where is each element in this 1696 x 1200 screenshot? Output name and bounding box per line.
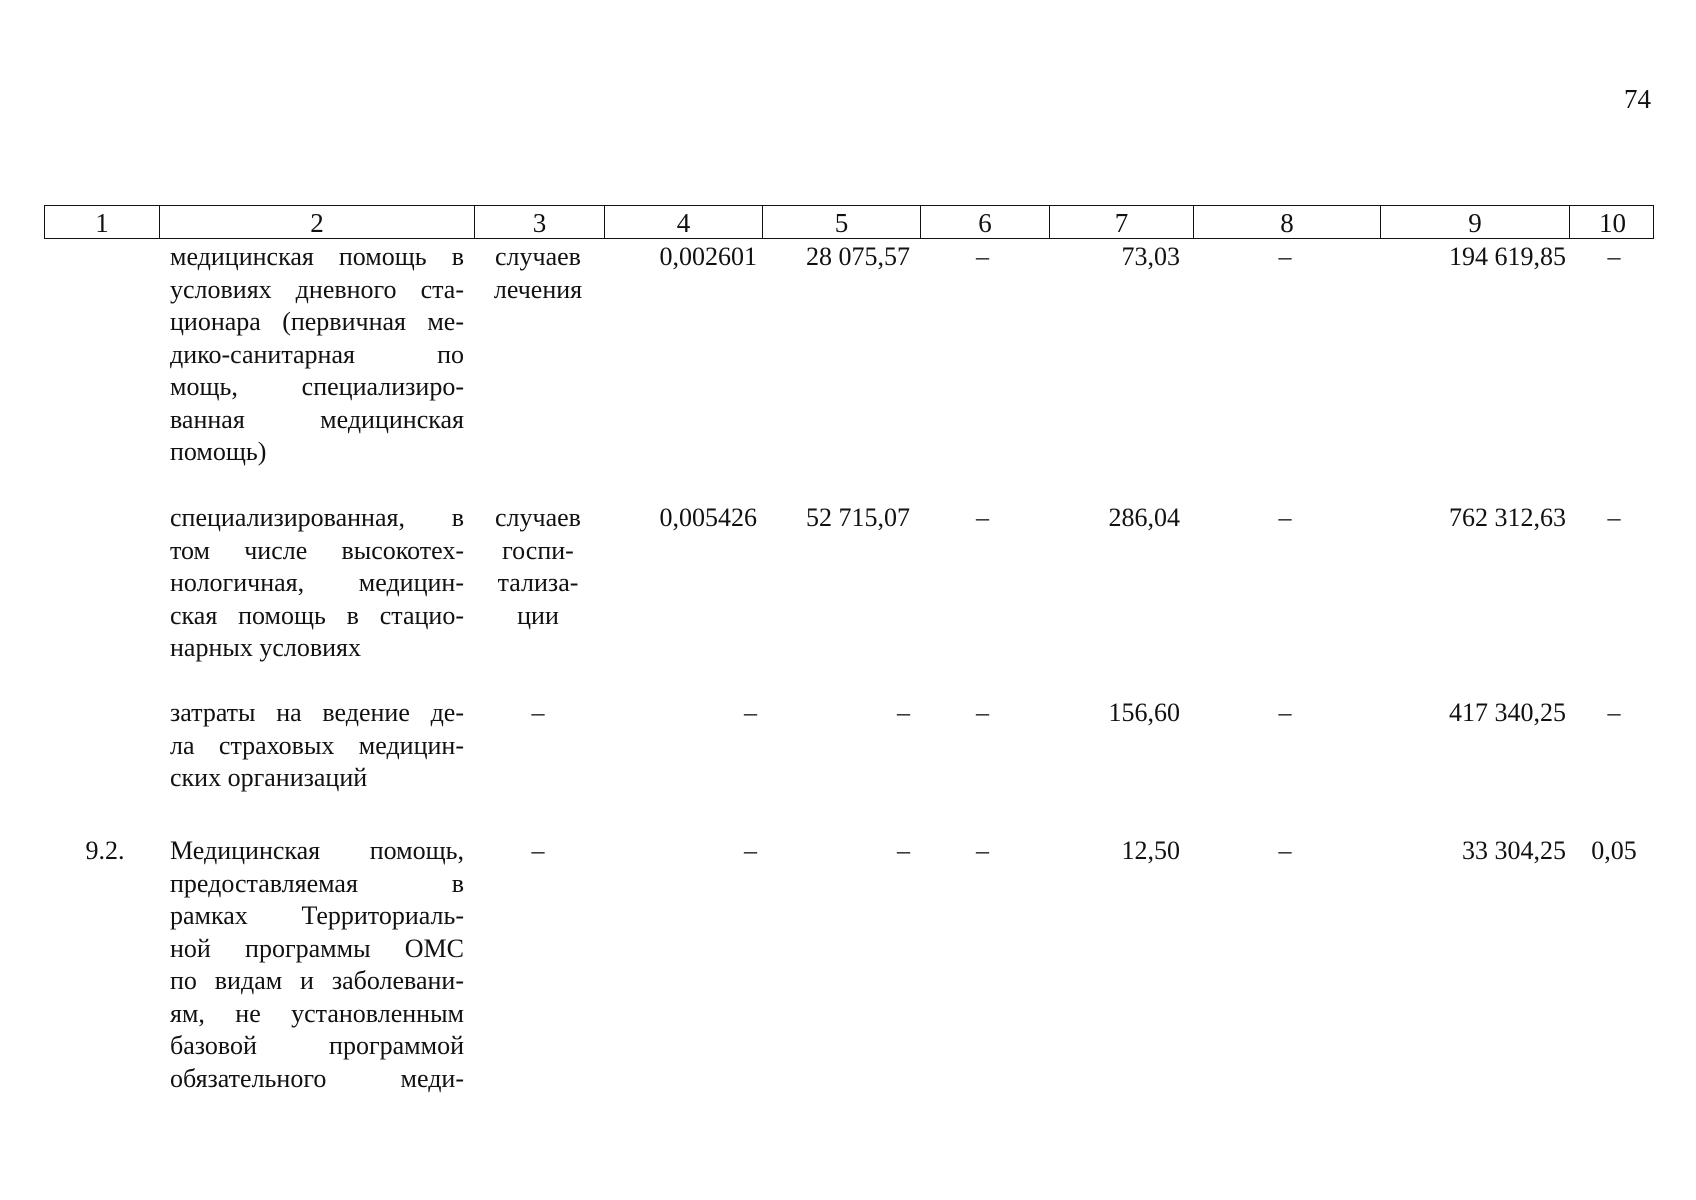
description-line: рамках Территориаль-	[170, 901, 464, 930]
description-line: нологичная, медицин-	[170, 568, 464, 597]
cell-col-6: –	[976, 242, 989, 271]
description-line: ванная медицинская	[170, 404, 464, 434]
cell-col-7: 73,03	[1121, 242, 1180, 271]
description-line: специализированная, в	[170, 503, 464, 532]
description-line: ла страховых медицин-	[170, 730, 464, 760]
cell-col-5: 52 715,07	[806, 503, 910, 532]
cell-col-6: –	[976, 836, 989, 865]
cell-col-10: –	[1607, 242, 1621, 271]
cell-col-7: 156,60	[1108, 698, 1180, 727]
header-col-7: 7	[1049, 206, 1193, 238]
unit-line: госпи-	[502, 535, 574, 565]
cell-col-9: 33 304,25	[1462, 836, 1566, 865]
description-line: том числе высокотех-	[170, 535, 464, 565]
cell-col-4: –	[744, 698, 757, 727]
cell-unit	[478, 835, 598, 868]
description-line: обязательного меди-	[170, 1063, 464, 1093]
description-line: мощь, специализиро-	[170, 372, 464, 401]
cell-col-8: –	[1278, 242, 1292, 271]
description-line: Медицинская помощь,	[170, 836, 464, 865]
cell-col-4: 0,002601	[659, 242, 757, 271]
cell-description	[170, 835, 464, 1095]
description-line: медицинская помощь в	[170, 242, 464, 271]
description-line: нарных условиях	[170, 633, 362, 662]
cell-description	[170, 502, 464, 665]
cell-col-6: –	[976, 503, 989, 532]
description-line: условиях дневного ста-	[170, 274, 464, 304]
cell-col-7: 286,04	[1108, 503, 1180, 532]
cell-description	[170, 241, 464, 469]
cell-col-8: –	[1278, 836, 1292, 865]
description-line: ям, не установленным	[170, 998, 464, 1028]
unit-line: случаев	[495, 503, 581, 532]
description-line: ной программы ОМС	[170, 933, 464, 963]
description-line: по видам и заболевани-	[170, 966, 464, 995]
header-col-3: 3	[474, 206, 604, 238]
unit-line: –	[531, 836, 545, 865]
cell-unit	[478, 241, 598, 306]
table-header-row	[44, 205, 1654, 239]
cell-col-10: –	[1607, 698, 1621, 727]
unit-line: ции	[517, 600, 559, 630]
cell-col-9: 762 312,63	[1449, 503, 1566, 532]
header-col-4: 4	[604, 206, 762, 238]
description-line: базовой программой	[170, 1031, 464, 1060]
description-line: ционара (первичная ме-	[170, 307, 464, 336]
cell-unit	[478, 697, 598, 730]
description-line: ская помощь в стацио-	[170, 600, 464, 630]
header-col-6: 6	[920, 206, 1049, 238]
cell-col-4: –	[744, 836, 757, 865]
cell-number: 9.2.	[85, 836, 125, 865]
cell-col-9: 417 340,25	[1449, 698, 1566, 727]
unit-line: тализа-	[497, 568, 579, 597]
unit-line: случаев	[495, 242, 581, 271]
page-number: 74	[1624, 84, 1651, 114]
description-line: предоставляемая в	[170, 868, 464, 898]
cell-col-4: 0,005426	[659, 503, 757, 532]
cell-col-5: 28 075,57	[806, 242, 910, 271]
description-line: помощь)	[170, 437, 267, 466]
cell-col-8: –	[1278, 503, 1292, 532]
cell-unit	[478, 502, 598, 632]
cell-description	[170, 697, 464, 795]
cell-col-5: –	[897, 698, 910, 727]
header-col-8: 8	[1193, 206, 1380, 238]
cell-col-10: –	[1607, 503, 1621, 532]
cell-col-7: 12,50	[1121, 836, 1180, 865]
cell-col-9: 194 619,85	[1449, 242, 1566, 271]
unit-line: –	[531, 698, 545, 727]
unit-line: лечения	[493, 274, 583, 304]
header-col-10: 10	[1569, 206, 1655, 238]
header-col-2: 2	[159, 206, 474, 238]
header-col-1: 1	[95, 208, 109, 238]
header-col-9: 9	[1380, 206, 1569, 238]
header-col-5: 5	[762, 206, 920, 238]
cell-col-10: 0,05	[1591, 836, 1637, 865]
cell-col-6: –	[976, 698, 989, 727]
description-line: ских организаций	[170, 763, 368, 792]
description-line: затраты на ведение де-	[170, 698, 464, 727]
description-line: дико-санитарная по	[170, 339, 464, 369]
cell-col-5: –	[897, 836, 910, 865]
cell-col-8: –	[1278, 698, 1292, 727]
